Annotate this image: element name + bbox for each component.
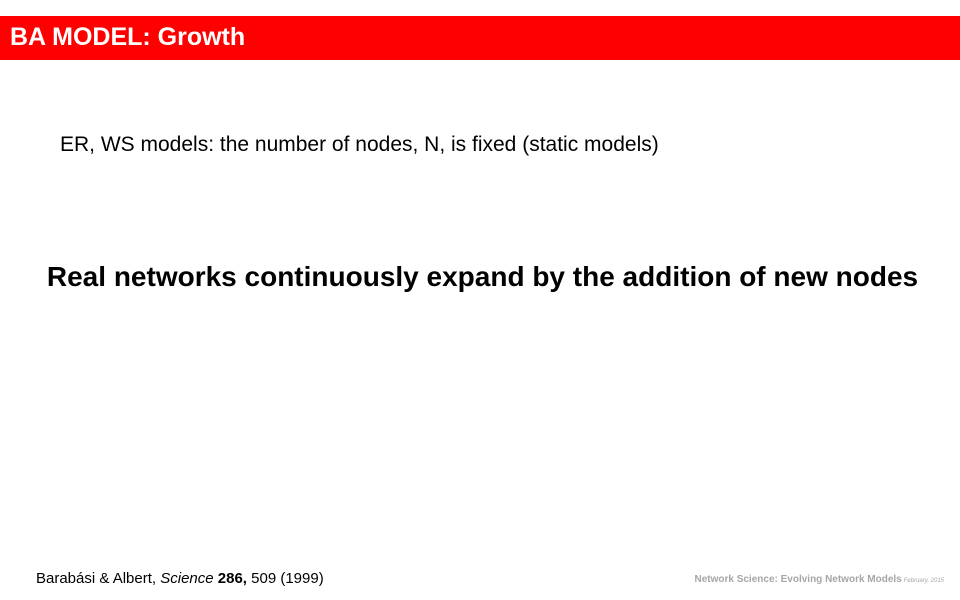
title-bar	[0, 16, 960, 60]
citation-volume: 286,	[213, 570, 247, 587]
citation-authors: Barabási & Albert,	[36, 570, 161, 587]
footer-course: Network Science: Evolving Network Models	[694, 574, 902, 585]
citation-journal: Science	[160, 570, 214, 587]
footer-date: February, 2015	[903, 578, 944, 584]
slide-footer	[694, 573, 944, 588]
citation-pages-year: 509 (1999)	[246, 570, 324, 587]
citation	[36, 570, 324, 588]
static-models-statement: ER, WS models: the number of nodes, N, is fixed (static models)	[60, 133, 659, 156]
growth-headline: Real networks continuously expand by the addition of new nodes	[46, 261, 919, 292]
slide-title: BA MODEL: Growth	[10, 23, 246, 51]
